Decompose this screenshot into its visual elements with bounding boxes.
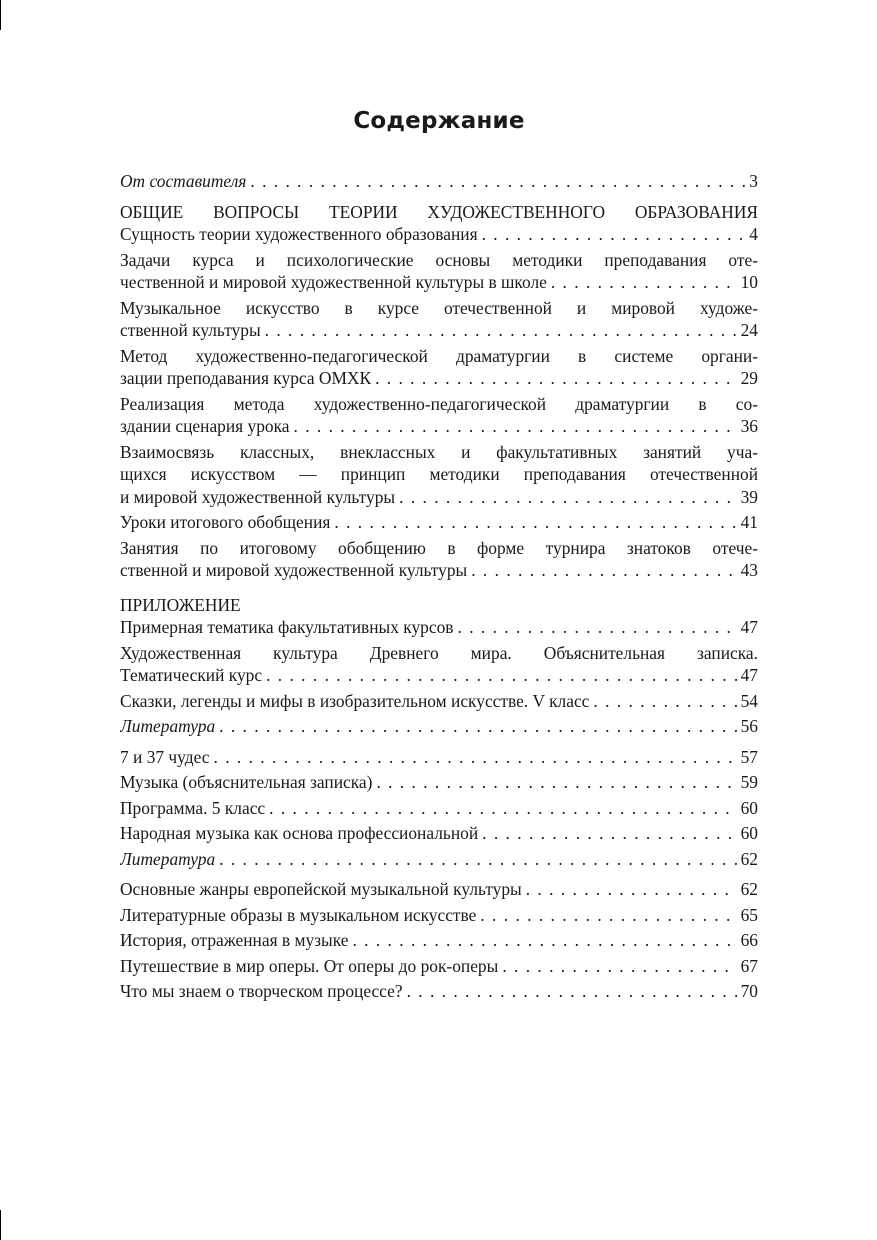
dot-leader <box>502 955 736 978</box>
dot-leader <box>482 822 736 845</box>
toc-page-number: 39 <box>740 486 758 507</box>
dot-leader <box>265 319 737 342</box>
toc-entry-fairy-tales[interactable] <box>120 690 758 713</box>
toc-entry-tasks[interactable] <box>120 249 758 294</box>
crop-mark-top <box>0 0 1 30</box>
toc-page-number: 41 <box>740 512 758 532</box>
toc-entry-title: Литература <box>120 848 216 869</box>
toc-entry-topics[interactable] <box>120 616 758 639</box>
toc-entry-tournament[interactable] <box>120 537 758 582</box>
toc-entry-line: Занятия по итоговому обобщению в форме турнира знатоков отече- <box>120 537 758 558</box>
toc-page-number: 47 <box>740 665 758 685</box>
toc-entry-title: Уроки итогового обобщения <box>120 512 331 532</box>
dot-leader <box>471 559 736 582</box>
dot-leader <box>482 223 746 246</box>
toc-entry-line: Музыкальное искусство в курсе отечественной и мировой художе- <box>120 297 758 318</box>
section-header-general: ОБЩИЕ ВОПРОСЫ ТЕОРИИ ХУДОЖЕСТВЕННОГО ОБРАЗОВАНИЯ <box>120 201 758 222</box>
toc-entry-title: Народная музыка как основа профессиональной <box>120 823 479 843</box>
toc-entry-title: 7 и 37 чудес <box>120 746 210 767</box>
toc-entry-title: Что мы знаем о творческом процессе? <box>120 981 403 1001</box>
toc-entry-line: щихся искусством — принцип методики преподавания отечественной <box>120 464 758 484</box>
toc-entry-program[interactable] <box>120 797 758 820</box>
dot-leader <box>551 271 737 294</box>
toc-entry-line: и мировой художественной культуры <box>120 486 396 507</box>
dot-leader <box>375 367 737 390</box>
toc-page-number: 56 <box>740 716 758 736</box>
toc-page-number: 10 <box>740 272 758 292</box>
toc-page-number: 66 <box>740 930 758 950</box>
toc-entry-method[interactable] <box>120 345 758 390</box>
toc-page-number: 62 <box>740 848 758 869</box>
toc-entry-interrelation[interactable] <box>120 441 758 509</box>
toc-page-number: 60 <box>740 797 758 818</box>
toc-entry-title: Путешествие в мир оперы. От оперы до рок-оперы <box>120 955 499 976</box>
section-header-appendix: ПРИЛОЖЕНИЕ <box>120 594 241 615</box>
toc-entry-line: Взаимосвязь классных, внеклассных и факультативных занятий уча- <box>120 441 758 462</box>
toc-entry-line: Тематический курс <box>120 665 263 685</box>
toc-page-number: 36 <box>740 416 758 436</box>
toc-entry-title: Музыка (объяснительная записка) <box>120 772 373 792</box>
toc-entry-line: чественной и мировой художественной культуры в школе <box>120 272 547 292</box>
toc-entry-creative[interactable] <box>120 980 758 1003</box>
toc-entry-ancient[interactable] <box>120 642 758 687</box>
dot-leader <box>294 415 737 438</box>
dot-leader <box>214 746 737 769</box>
toc-entry-essence[interactable] <box>120 223 758 246</box>
toc-page-number: 62 <box>740 879 758 899</box>
dot-leader <box>407 980 737 1003</box>
toc-entry-title: Примерная тематика факультативных курсов <box>120 617 454 637</box>
toc-entry-line: ственной и мировой художественной культуры <box>120 560 468 580</box>
toc-page-number: 65 <box>740 904 758 925</box>
page-title: Содержание <box>353 108 525 134</box>
toc-entry-music-art[interactable] <box>120 297 758 342</box>
toc-entry-final-lessons[interactable] <box>120 511 758 534</box>
toc-entry-line: Задачи курса и психологические основы методики преподавания оте- <box>120 249 758 270</box>
dot-leader <box>593 690 736 713</box>
dot-leader <box>526 878 737 901</box>
toc-entry-title: Сущность теории художественного образования <box>120 224 478 244</box>
toc-entry-line: Художественная культура Древнего мира. Объяснительная записка. <box>120 642 758 663</box>
toc-entry-line: ственной культуры <box>120 320 261 340</box>
dot-leader <box>376 771 736 794</box>
toc-entry-history[interactable] <box>120 929 758 952</box>
dot-leader <box>219 715 736 738</box>
toc-entry-from-compiler[interactable] <box>120 170 758 193</box>
toc-page-number: 70 <box>740 981 758 1001</box>
toc-entry-line: Реализация метода художественно-педагогической драматургии в со- <box>120 393 758 414</box>
toc-entry-title: Сказки, легенды и мифы в изобразительном искусстве. V класс <box>120 690 590 711</box>
toc-page-number: 47 <box>740 617 758 637</box>
toc-entry-title: Основные жанры европейской музыкальной культуры <box>120 879 522 899</box>
dot-leader <box>269 797 736 820</box>
crop-mark-bottom <box>0 1210 1 1240</box>
toc-entry-implementation[interactable] <box>120 393 758 438</box>
toc-entry-line: здании сценария урока <box>120 416 290 436</box>
dot-leader <box>480 904 736 927</box>
toc-page-number: 59 <box>740 772 758 792</box>
toc-page-number: 3 <box>749 171 758 191</box>
toc-entry-title: Литература <box>120 716 216 736</box>
dot-leader <box>334 511 736 534</box>
toc-entry-line: зации преподавания курса ОМХК <box>120 368 372 388</box>
toc-page-number: 29 <box>740 368 758 388</box>
toc-entry-title: От составителя <box>120 171 247 191</box>
dot-leader <box>250 170 745 193</box>
toc-entry-literature-1[interactable] <box>120 715 758 738</box>
toc-page-number: 43 <box>740 560 758 580</box>
toc-entry-folk-music[interactable] <box>120 822 758 845</box>
dot-leader <box>458 616 737 639</box>
dot-leader <box>266 664 737 687</box>
toc-entry-wonders[interactable] <box>120 746 758 769</box>
toc-page-number: 24 <box>740 320 758 340</box>
toc-entry-line: Метод художественно-педагогической драматургии в системе органи- <box>120 345 758 366</box>
toc-page-number: 67 <box>740 955 758 976</box>
toc-entry-opera[interactable] <box>120 955 758 978</box>
toc-entry-title: Программа. 5 класс <box>120 797 266 818</box>
toc-page-number: 57 <box>740 746 758 767</box>
table-of-contents <box>120 170 758 1003</box>
dot-leader <box>399 486 736 509</box>
toc-entry-title: История, отраженная в музыке <box>120 930 349 950</box>
toc-entry-literary-images[interactable] <box>120 904 758 927</box>
dot-leader <box>219 848 736 871</box>
dot-leader <box>352 929 736 952</box>
toc-entry-literature-2[interactable] <box>120 848 758 871</box>
toc-entry-genres[interactable] <box>120 878 758 901</box>
toc-page-number: 4 <box>749 224 758 244</box>
toc-entry-music-note[interactable] <box>120 771 758 794</box>
toc-page-number: 60 <box>740 823 758 843</box>
toc-page-number: 54 <box>740 690 758 711</box>
toc-entry-title: Литературные образы в музыкальном искусстве <box>120 904 477 925</box>
